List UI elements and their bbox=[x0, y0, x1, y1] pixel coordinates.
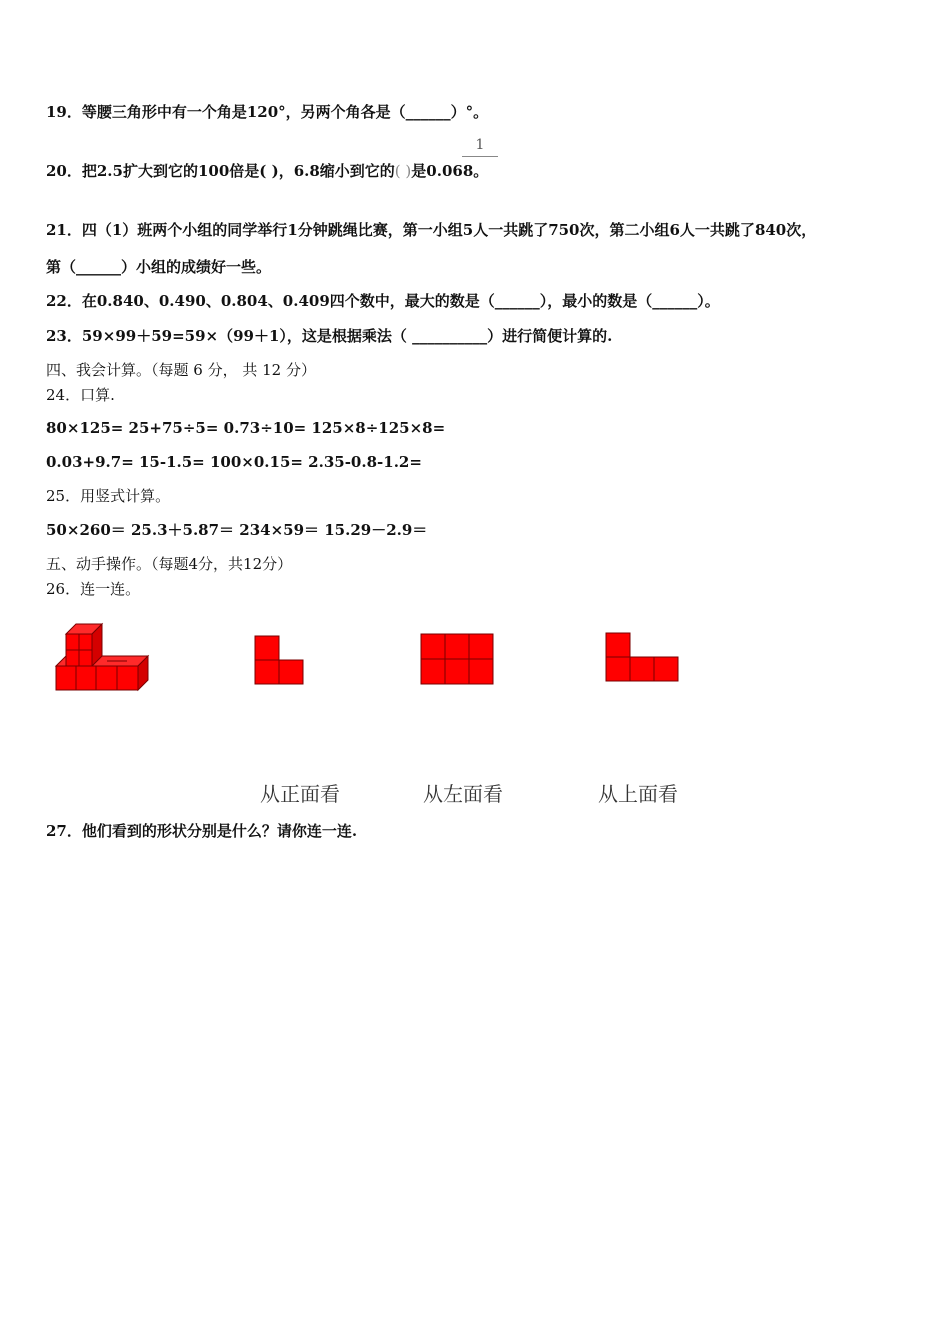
question-25-title: 25．用竖式计算。 bbox=[46, 487, 171, 505]
cube-front bbox=[56, 666, 76, 690]
question-20-fraction-blank: ( ) bbox=[394, 162, 412, 180]
cube-front bbox=[76, 666, 96, 690]
square bbox=[421, 659, 445, 684]
view-shape-l-wide bbox=[605, 632, 681, 684]
question-21-line-2: 第（______）小组的成绩好一些。 bbox=[46, 258, 272, 276]
question-27: 27．他们看到的形状分别是什么？请你连一连. bbox=[46, 822, 358, 840]
view-label-front: 从正面看 bbox=[260, 782, 340, 806]
square bbox=[279, 660, 303, 684]
section-5-title: 五、动手操作。（每题4分，共12分） bbox=[46, 555, 293, 573]
view-shape-l-small bbox=[254, 635, 306, 687]
square bbox=[654, 657, 678, 681]
question-25-row-1: 50×260＝ 25.3＋5.87＝ 234×59＝ 15.29－2.9＝ bbox=[46, 521, 428, 539]
square bbox=[421, 634, 445, 659]
question-24-row-1: 80×125= 25+75÷5= 0.73÷10= 125×8÷125×8= bbox=[46, 419, 446, 437]
square bbox=[469, 659, 493, 684]
square bbox=[255, 660, 279, 684]
cube-front bbox=[96, 666, 117, 690]
cube-front bbox=[79, 634, 92, 650]
square bbox=[606, 657, 630, 681]
fraction-bar bbox=[462, 156, 498, 157]
fraction-numerator: 1 bbox=[475, 137, 485, 153]
view-label-top: 从上面看 bbox=[598, 782, 678, 806]
square bbox=[606, 633, 630, 657]
question-21-line-1: 21．四（1）班两个小组的同学举行1分钟跳绳比赛，第一小组5人一共跳了750次，第二小组6人一共跳了840次， bbox=[46, 221, 817, 239]
question-20 bbox=[46, 161, 488, 181]
question-22: 22．在0.840、0.490、0.804、0.409四个数中，最大的数是（______），最小的数是（______）。 bbox=[46, 292, 720, 310]
cube-front bbox=[79, 650, 92, 666]
square bbox=[630, 657, 654, 681]
cube-stack-figure bbox=[52, 620, 152, 694]
question-24-title: 24．口算. bbox=[46, 386, 115, 404]
question-24-row-2: 0.03+9.7= 15-1.5= 100×0.15= 2.35-0.8-1.2= bbox=[46, 453, 422, 471]
square bbox=[469, 634, 493, 659]
square bbox=[445, 659, 469, 684]
square bbox=[255, 636, 279, 660]
question-23: 23．59×99＋59=59×（99＋1），这是根据乘法（ __________）进行简便计算的. bbox=[46, 327, 613, 345]
square bbox=[445, 634, 469, 659]
question-20-text-a: 20．把2.5扩大到它的100倍是( )，6.8缩小到它的 bbox=[46, 162, 395, 180]
question-20-text-b: 是0.068。 bbox=[411, 162, 489, 180]
view-shape-rectangle bbox=[420, 633, 496, 687]
cube-front bbox=[66, 650, 79, 666]
question-26-title: 26．连一连。 bbox=[46, 580, 141, 598]
cube-front bbox=[66, 634, 79, 650]
cube-front bbox=[117, 666, 138, 690]
section-4-title: 四、我会计算。（每题 6 分， 共 12 分） bbox=[46, 361, 316, 379]
fraction bbox=[462, 136, 498, 157]
question-19: 19．等腰三角形中有一个角是120°，另两个角各是（______）°。 bbox=[46, 103, 489, 121]
view-label-left: 从左面看 bbox=[423, 782, 503, 806]
